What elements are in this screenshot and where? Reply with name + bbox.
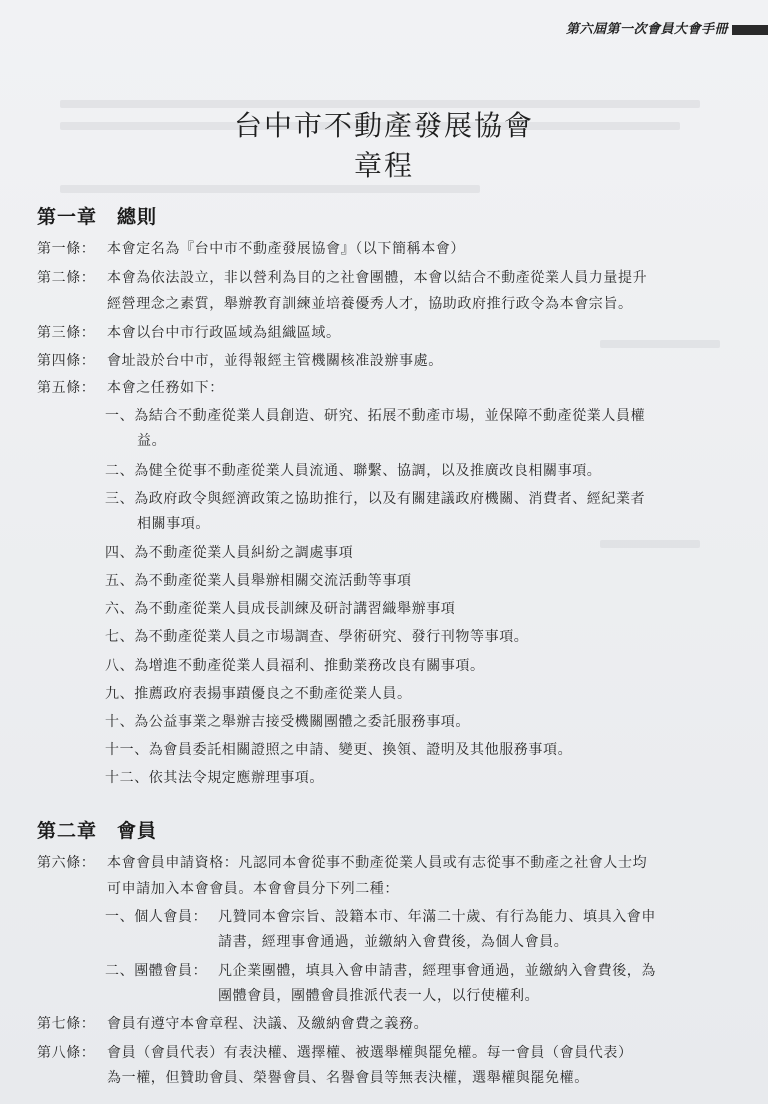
- article-5-number: 第五條：: [37, 380, 96, 396]
- article-5-text: 本會之任務如下：: [107, 380, 224, 396]
- task-item: 三、為政府政令與經濟政策之協助推行，以及有關建議政府機關、消費者、經紀業者: [105, 491, 646, 507]
- article-2-number: 第二條：: [37, 270, 96, 286]
- article-6-text-cont: 可申請加入本會會員。本會會員分下列二種：: [107, 881, 399, 897]
- article-4-text: 會址設於台中市，並得報經主管機關核准設辦事處。: [107, 353, 443, 369]
- bleed-through-text: [600, 340, 720, 348]
- task-item: 一、為結合不動產從業人員創造、研究、拓展不動產市場，並保障不動產從業人員權: [105, 408, 646, 424]
- member-type-2-text: 凡企業團體，填具入會申請書，經理事會通過，並繳納入會費後，為: [218, 963, 656, 979]
- document-subtitle: 章程: [353, 149, 414, 182]
- article-3-number: 第三條：: [37, 325, 96, 341]
- article-1-number: 第一條：: [37, 241, 96, 257]
- bleed-through-text: [600, 540, 700, 548]
- member-type-2-heading: 二、團體會員：: [105, 963, 208, 979]
- task-item: 九、推薦政府表揚事蹟優良之不動產從業人員。: [105, 686, 412, 702]
- article-3-text: 本會以台中市行政區域為組織區域。: [107, 325, 341, 341]
- task-item: 二、為健全從事不動產從業人員流通、聯繫、協調，以及推廣改良相關事項。: [105, 463, 602, 479]
- task-item: 十二、依其法令規定應辦理事項。: [105, 770, 324, 786]
- article-2-text-cont: 經營理念之素質，舉辦教育訓練並培養優秀人才，協助政府推行政令為本會宗旨。: [107, 296, 633, 312]
- article-6-number: 第六條：: [37, 855, 96, 871]
- document-title: 台中市不動產發展協會: [233, 109, 534, 142]
- task-item: 六、為不動產從業人員成長訓練及研討講習織舉辦事項: [105, 601, 456, 617]
- task-item-cont: 益。: [137, 433, 167, 449]
- article-6-text: 本會會員申請資格：凡認同本會從事不動產從業人員或有志從事不動產之社會人士均: [107, 855, 648, 871]
- member-type-1-heading: 一、個人會員：: [105, 909, 208, 925]
- article-7-text: 會員有遵守本會章程、決議、及繳納會費之義務。: [107, 1016, 429, 1032]
- member-type-1-text: 凡贊同本會宗旨、設籍本市、年滿二十歲、有行為能力、填具入會申: [218, 909, 656, 925]
- task-item: 四、為不動產從業人員糾紛之調處事項: [105, 545, 354, 561]
- task-item: 十一、為會員委託相關證照之申請、變更、換領、證明及其他服務事項。: [105, 742, 573, 758]
- chapter-2-heading: 第二章 會員: [37, 820, 158, 842]
- article-2-text: 本會為依法設立，非以營利為目的之社會團體，本會以結合不動產從業人員力量提升: [107, 270, 648, 286]
- task-item-cont: 相關事項。: [137, 516, 210, 532]
- article-7-number: 第七條：: [37, 1016, 96, 1032]
- bleed-through-text: [60, 185, 480, 193]
- task-item: 七、為不動產從業人員之市場調查、學術研究、發行刊物等事項。: [105, 629, 529, 645]
- header-bar: [732, 25, 768, 35]
- running-header: 第六屆第一次會員大會手冊: [565, 22, 728, 37]
- article-8-text-cont: 為一權，但贊助會員、榮譽會員、名譽會員等無表決權，選舉權與罷免權。: [107, 1070, 589, 1086]
- member-type-1-text-cont: 請書，經理事會通過，並繳納入會費後，為個人會員。: [218, 934, 569, 950]
- member-type-2-text-cont: 團體會員，團體會員推派代表一人，以行使權利。: [218, 988, 540, 1004]
- article-8-text: 會員（會員代表）有表決權、選擇權、被選舉權與罷免權。每一會員（會員代表）: [107, 1045, 633, 1061]
- article-8-number: 第八條：: [37, 1045, 96, 1061]
- article-4-number: 第四條：: [37, 353, 96, 369]
- task-item: 十、為公益事業之舉辦吉接受機關團體之委託服務事項。: [105, 714, 470, 730]
- article-1-text: 本會定名為『台中市不動產發展協會』（以下簡稱本會）: [107, 241, 465, 257]
- chapter-1-heading: 第一章 總則: [37, 206, 158, 228]
- task-item: 八、為增進不動產從業人員福利、推動業務改良有關事項。: [105, 658, 485, 674]
- task-item: 五、為不動產從業人員舉辦相關交流活動等事項: [105, 573, 412, 589]
